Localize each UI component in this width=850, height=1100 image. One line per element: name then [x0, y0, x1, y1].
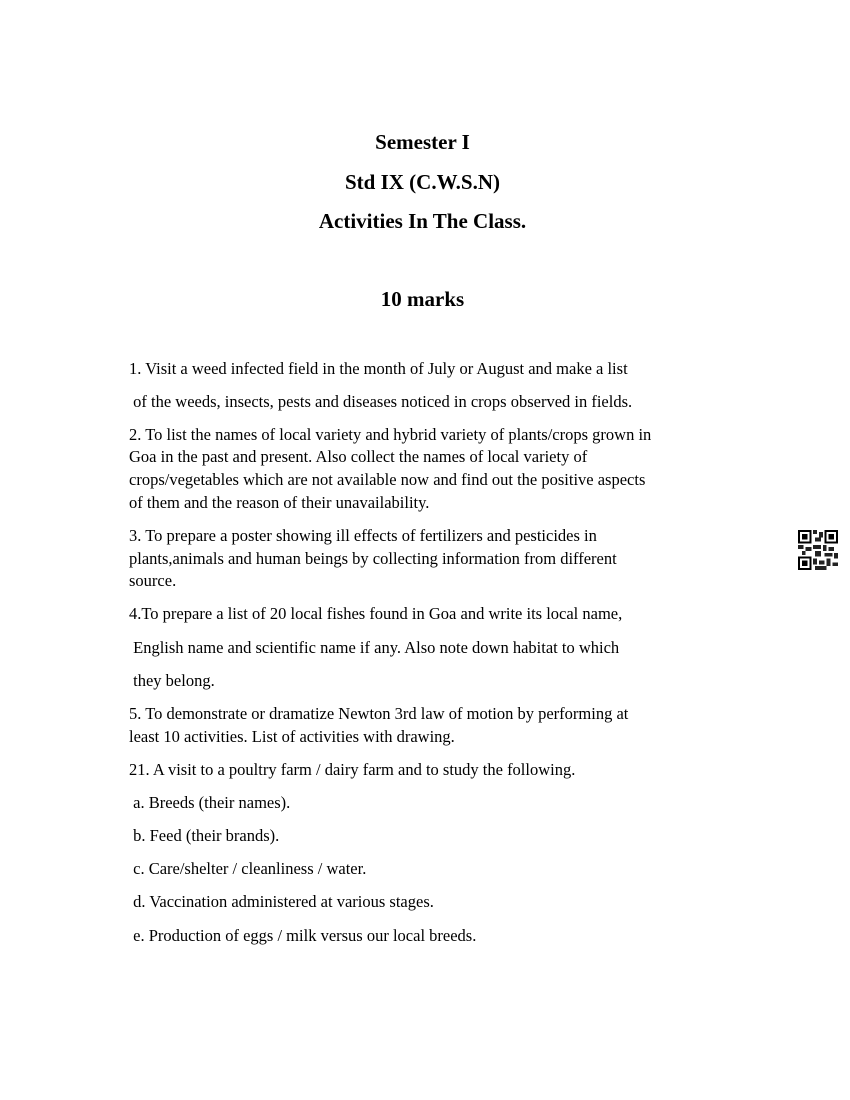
- activity-line: c. Care/shelter / cleanliness / water.: [129, 859, 367, 878]
- activity-line: 1. Visit a weed infected field in the month of July or August and make a list: [129, 359, 628, 378]
- semester-heading: Semester I: [375, 130, 470, 154]
- activity-line: crops/vegetables which are not available now and find out the positive aspects: [129, 470, 646, 489]
- activity-line: a. Breeds (their names).: [129, 793, 291, 812]
- activity-line: e. Production of eggs / milk versus our local breeds.: [129, 926, 477, 945]
- activity-line: Goa in the past and present. Also collect the names of local variety of: [129, 447, 588, 466]
- activity-line: b. Feed (their brands).: [129, 826, 280, 845]
- activity-line: source.: [129, 571, 177, 590]
- activity-line: they belong.: [129, 671, 215, 690]
- activity-line: of the weeds, insects, pests and diseases noticed in crops observed in fields.: [129, 392, 633, 411]
- activity-line: d. Vaccination administered at various stages.: [129, 892, 434, 911]
- activity-line: plants,animals and human beings by collecting information from different: [129, 549, 617, 568]
- activity-line: of them and the reason of their unavailability.: [129, 493, 430, 512]
- qr-code-icon: [798, 530, 838, 570]
- activity-line: 5. To demonstrate or dramatize Newton 3rd law of motion by performing at: [129, 704, 629, 723]
- activity-line: 2. To list the names of local variety and hybrid variety of plants/crops grown in: [129, 425, 652, 444]
- page-title: Activities In The Class.: [318, 209, 527, 233]
- activity-line: 3. To prepare a poster showing ill effects of fertilizers and pesticides in: [129, 526, 597, 545]
- standard-heading: Std IX (C.W.S.N): [344, 170, 500, 194]
- activity-line: least 10 activities. List of activities with drawing.: [129, 727, 455, 746]
- activity-line: 4.To prepare a list of 20 local fishes found in Goa and write its local name,: [129, 604, 623, 623]
- activity-line: English name and scientific name if any. Also note down habitat to which: [129, 638, 620, 657]
- activity-line: 21. A visit to a poultry farm / dairy farm and to study the following.: [129, 760, 576, 779]
- marks-heading: 10 marks: [380, 287, 465, 311]
